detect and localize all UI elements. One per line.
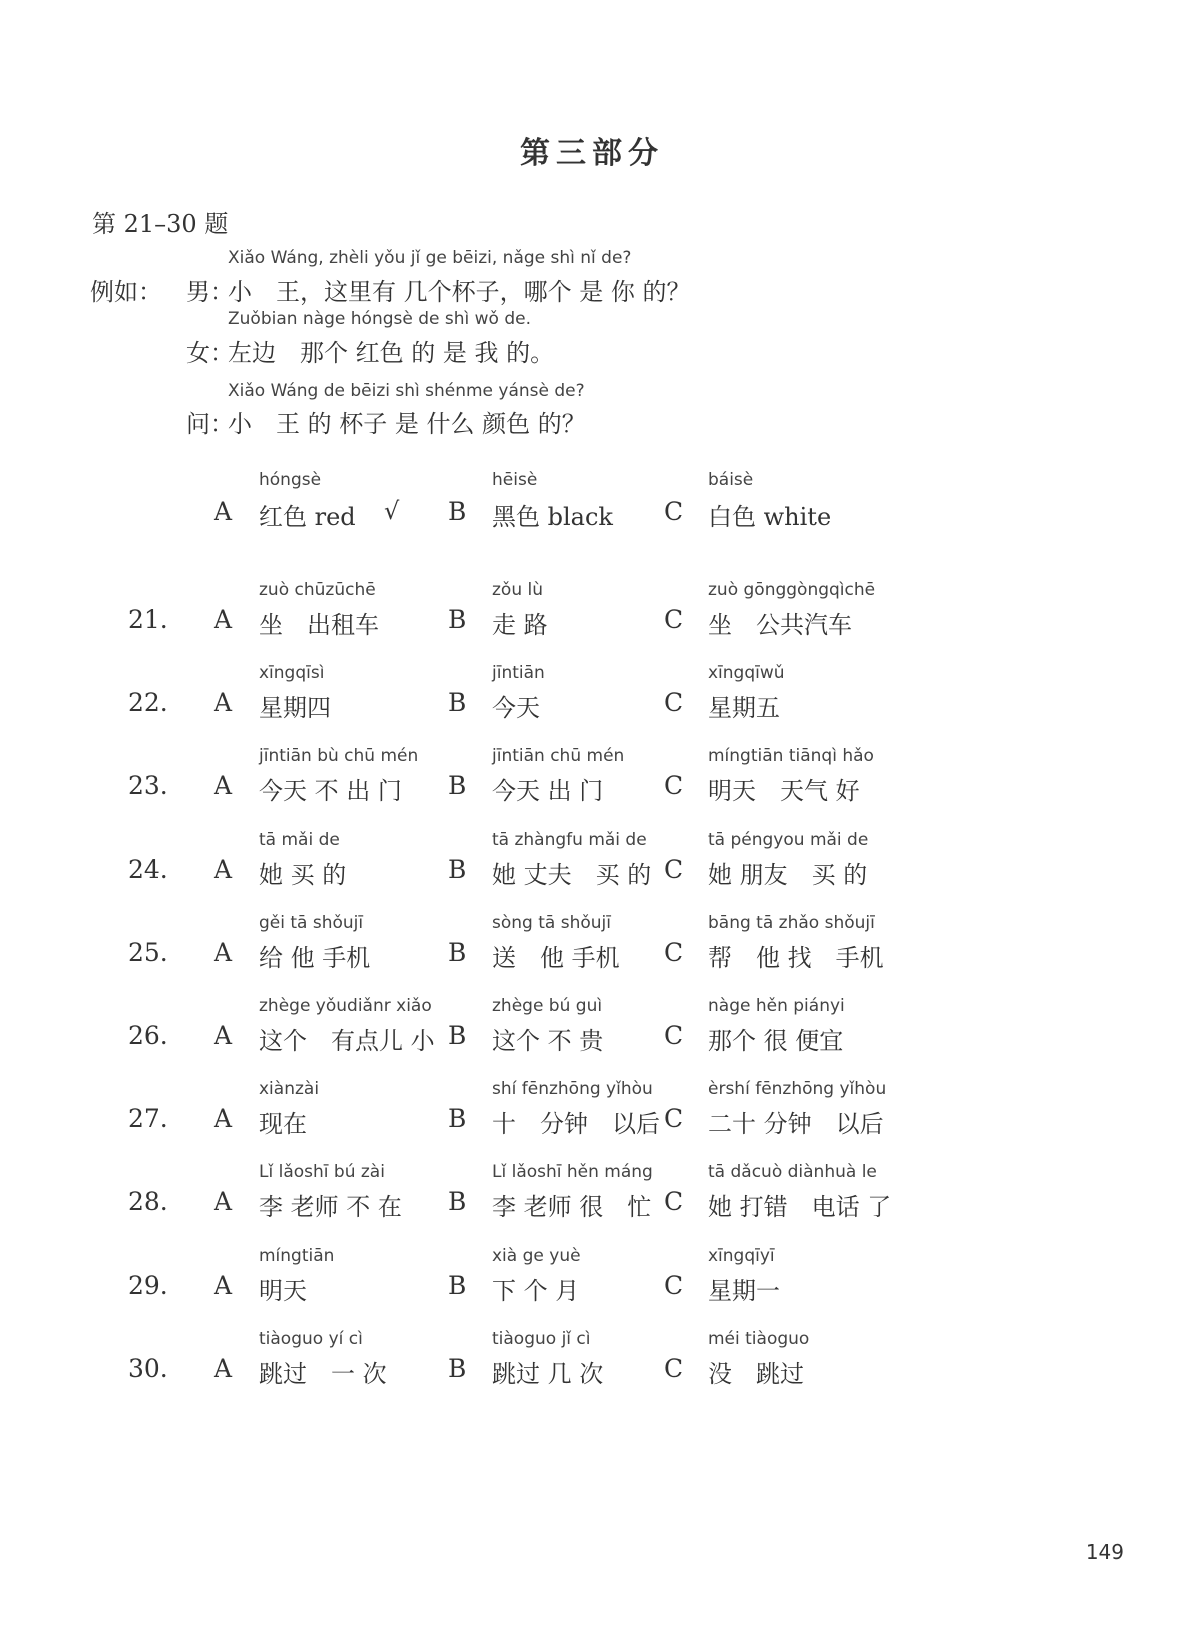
- option-b-letter: B: [448, 937, 467, 967]
- option-b-pinyin: jīntiān: [492, 663, 545, 684]
- option-a-letter: A: [214, 688, 233, 718]
- option-a-text: 李 老师 不 在: [259, 1193, 402, 1222]
- option-c-pinyin: zuò gōnggòngqìchē: [708, 580, 876, 600]
- option-b-text: 走 路: [492, 611, 548, 639]
- option-b-text: 她 丈夫 买 的: [492, 860, 652, 889]
- option-a-pinyin: xiànzài: [259, 1079, 320, 1100]
- option-c-text: 帮 他 找 手机: [708, 943, 884, 972]
- question-number: 27.: [128, 1104, 168, 1134]
- option-a-pinyin: míngtiān: [259, 1245, 335, 1266]
- option-c-pinyin: bāng tā zhǎo shǒujī: [708, 912, 875, 933]
- example-option-a-text: 红色 red: [259, 503, 356, 531]
- option-a-letter: A: [214, 1104, 233, 1134]
- example-label: 例如：: [90, 278, 162, 306]
- option-c-pinyin: tā péngyou mǎi de: [708, 829, 869, 850]
- option-b-letter: B: [448, 1270, 467, 1300]
- option-b-letter: B: [448, 1187, 467, 1217]
- question-number: 21.: [128, 605, 168, 634]
- example-question-pinyin: Xiǎo Wáng de bēizi shì shénme yánsè de?: [228, 381, 585, 401]
- example-question-speaker: 问：: [186, 410, 234, 438]
- option-a-letter: A: [214, 605, 233, 634]
- option-c-text: 她 朋友 买 的: [708, 860, 868, 889]
- option-a-letter: A: [214, 937, 233, 967]
- option-c-letter: C: [664, 605, 684, 634]
- example-line-2-pinyin: Zuǒbian nàge hóngsè de shì wǒ de.: [228, 309, 532, 329]
- option-c-letter: C: [664, 1353, 684, 1383]
- option-a-letter: A: [214, 771, 233, 801]
- option-c-pinyin: tā dǎcuò diànhuà le: [708, 1162, 877, 1183]
- option-a-pinyin: Lǐ lǎoshī bú zài: [259, 1162, 385, 1183]
- option-b-letter: B: [448, 605, 467, 634]
- option-c-text: 那个 很 便宜: [708, 1027, 844, 1055]
- example-line-2-speaker: 女：: [186, 339, 234, 367]
- example-option-c-text: 白色 white: [708, 503, 832, 531]
- option-c-letter: C: [664, 1270, 684, 1300]
- option-c-letter: C: [664, 771, 684, 801]
- example-option-c-pinyin: báisè: [708, 470, 754, 490]
- option-c-pinyin: xīngqīyī: [708, 1245, 775, 1266]
- option-b-text: 李 老师 很 忙: [492, 1193, 652, 1222]
- option-c-letter: C: [664, 1104, 684, 1134]
- option-a-pinyin: tā mǎi de: [259, 829, 340, 850]
- question-number: 22.: [128, 688, 168, 718]
- option-a-letter: A: [214, 854, 233, 884]
- option-b-text: 今天 出 门: [492, 777, 604, 806]
- option-b-pinyin: zǒu lù: [492, 580, 543, 600]
- option-b-pinyin: jīntiān chū mén: [492, 746, 625, 767]
- option-a-pinyin: jīntiān bù chū mén: [259, 746, 419, 767]
- option-b-text: 今天: [492, 694, 540, 723]
- example-option-b-text: 黑色 black: [492, 503, 613, 531]
- example-line-2-text: 左边 那个 红色 的 是 我 的。: [228, 339, 555, 367]
- example-option-a-letter: A: [214, 497, 233, 526]
- option-a-pinyin: zhège yǒudiǎnr xiǎo: [259, 996, 432, 1016]
- option-b-text: 跳过 几 次: [492, 1359, 604, 1388]
- option-a-pinyin: gěi tā shǒujī: [259, 912, 364, 933]
- option-a-letter: A: [214, 1187, 233, 1217]
- option-a-text: 坐 出租车: [259, 611, 379, 639]
- example-question-text: 小 王 的 杯子 是 什么 颜色 的？: [228, 410, 586, 438]
- option-c-pinyin: xīngqīwǔ: [708, 663, 785, 684]
- question-number: 28.: [128, 1187, 168, 1217]
- example-option-b-pinyin: hēisè: [492, 470, 538, 490]
- example-line-1-text: 小 王，这里有 几个杯子，哪个 是 你 的？: [228, 278, 691, 306]
- option-b-text: 送 他 手机: [492, 943, 620, 972]
- option-b-letter: B: [448, 688, 467, 718]
- option-c-letter: C: [664, 1187, 684, 1217]
- option-c-text: 星期一: [708, 1276, 780, 1305]
- option-c-text: 二十 分钟 以后: [708, 1110, 884, 1139]
- option-b-pinyin: shí fēnzhōng yǐhòu: [492, 1079, 653, 1100]
- option-a-text: 今天 不 出 门: [259, 777, 402, 806]
- question-number: 24.: [128, 854, 168, 884]
- option-b-pinyin: tā zhàngfu mǎi de: [492, 829, 647, 850]
- option-a-text: 现在: [259, 1110, 307, 1139]
- question-number: 29.: [128, 1270, 168, 1300]
- option-a-text: 星期四: [259, 694, 331, 723]
- option-b-letter: B: [448, 771, 467, 801]
- option-c-text: 没 跳过: [708, 1359, 804, 1388]
- option-b-pinyin: xià ge yuè: [492, 1245, 581, 1266]
- option-b-text: 十 分钟 以后: [492, 1110, 660, 1139]
- question-number: 23.: [128, 771, 168, 801]
- option-a-text: 跳过 一 次: [259, 1359, 387, 1388]
- option-b-text: 这个 不 贵: [492, 1027, 604, 1055]
- option-a-text: 她 买 的: [259, 860, 347, 889]
- option-c-pinyin: méi tiàoguo: [708, 1328, 810, 1349]
- option-a-pinyin: tiàoguo yí cì: [259, 1328, 363, 1349]
- option-c-text: 星期五: [708, 694, 780, 723]
- option-b-letter: B: [448, 1021, 467, 1050]
- option-c-pinyin: èrshí fēnzhōng yǐhòu: [708, 1079, 887, 1100]
- question-number: 30.: [128, 1353, 168, 1383]
- option-a-letter: A: [214, 1021, 233, 1050]
- option-b-pinyin: zhège bú guì: [492, 996, 603, 1016]
- question-number: 26.: [128, 1021, 168, 1050]
- question-range: 第 21–30 题: [92, 210, 229, 238]
- option-a-text: 明天: [259, 1276, 307, 1305]
- option-b-pinyin: tiàoguo jǐ cì: [492, 1328, 591, 1349]
- option-b-pinyin: Lǐ lǎoshī hěn máng: [492, 1162, 653, 1183]
- option-b-letter: B: [448, 1104, 467, 1134]
- option-b-letter: B: [448, 854, 467, 884]
- option-a-text: 给 他 手机: [259, 943, 371, 972]
- option-a-text: 这个 有点儿 小: [259, 1027, 435, 1055]
- option-c-text: 坐 公共汽车: [708, 611, 852, 639]
- example-option-b-letter: B: [448, 497, 467, 526]
- option-c-letter: C: [664, 1021, 684, 1050]
- option-c-letter: C: [664, 688, 684, 718]
- example-option-c-letter: C: [664, 497, 684, 526]
- option-c-text: 明天 天气 好: [708, 777, 860, 806]
- page-number: 149: [1085, 1540, 1124, 1564]
- example-option-a-pinyin: hóngsè: [259, 470, 322, 490]
- option-b-text: 下 个 月: [492, 1276, 580, 1305]
- option-c-letter: C: [664, 854, 684, 884]
- option-c-letter: C: [664, 937, 684, 967]
- option-b-letter: B: [448, 1353, 467, 1383]
- example-line-1-speaker: 男：: [186, 278, 234, 306]
- option-c-pinyin: míngtiān tiānqì hǎo: [708, 746, 874, 767]
- check-mark: √: [384, 497, 400, 525]
- example-line-1-pinyin: Xiǎo Wáng, zhèli yǒu jǐ ge bēizi, nǎge shì nǐ de?: [228, 248, 632, 268]
- option-b-pinyin: sòng tā shǒujī: [492, 912, 611, 933]
- option-c-pinyin: nàge hěn piányi: [708, 996, 845, 1016]
- option-a-pinyin: zuò chūzūchē: [259, 580, 376, 600]
- section-title: 第三部分: [520, 136, 664, 171]
- option-a-letter: A: [214, 1353, 233, 1383]
- option-a-letter: A: [214, 1270, 233, 1300]
- option-a-pinyin: xīngqīsì: [259, 663, 325, 684]
- option-c-text: 她 打错 电话 了: [708, 1193, 892, 1222]
- question-number: 25.: [128, 937, 168, 967]
